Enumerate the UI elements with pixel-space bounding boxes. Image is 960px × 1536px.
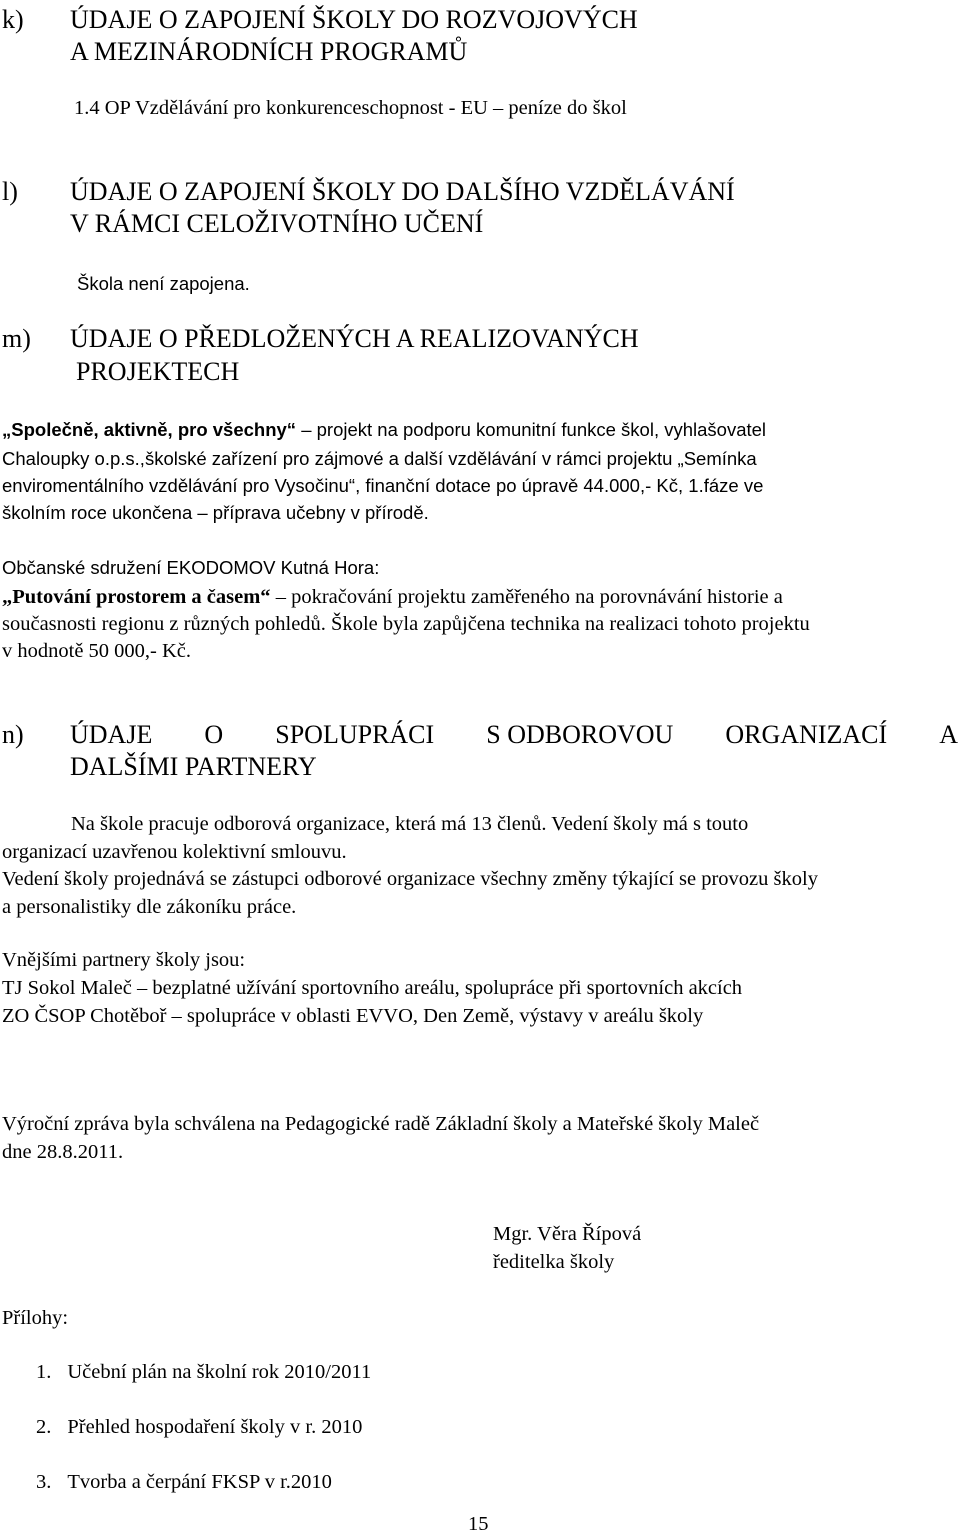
section-n-title-word: S ODBOROVOU: [486, 720, 674, 749]
attachment-text: Přehled hospodaření školy v r. 2010: [67, 1416, 363, 1438]
project2-line4: v hodnotě 50 000,- Kč.: [2, 640, 192, 662]
section-n-title-word: O: [204, 720, 224, 749]
union-text-line2: organizací uzavřenou kolektivní smlouvu.: [2, 841, 347, 863]
attachment-text: Učební plán na školní rok 2010/2011: [67, 1361, 372, 1383]
section-n-letter: n): [2, 720, 24, 749]
attachment-number: 2.: [36, 1416, 52, 1438]
project1-line3: enviromentálního vzdělávání pro Vysočinu“, finanční dotace po úpravě 44.000,- Kč, 1.fáze ve: [2, 475, 764, 496]
union-text-line1: Na škole pracuje odborová organizace, která má 13 členů. Vedení školy má s touto: [71, 813, 749, 835]
page-number: 15: [468, 1513, 489, 1535]
approval-line1: Výroční zpráva byla schválena na Pedagogické radě Základní školy a Mateřské školy Maleč: [2, 1113, 760, 1135]
section-k-title-line2: A MEZINÁRODNÍCH PROGRAMŮ: [70, 37, 468, 66]
section-m-title-line1: ÚDAJE O PŘEDLOŽENÝCH A REALIZOVANÝCH: [70, 324, 639, 353]
section-l-title-line2: V RÁMCI CELOŽIVOTNÍHO UČENÍ: [70, 209, 484, 238]
section-n-title-word: ÚDAJE: [70, 720, 153, 749]
project1-title: „Společně, aktivně, pro všechny“: [2, 419, 297, 440]
section-n-title-word: A: [939, 720, 958, 749]
union-text-line4: a personalistiky dle zákoníku práce.: [2, 896, 297, 918]
attachment-number: 1.: [36, 1361, 52, 1383]
section-k-item: 1.4 OP Vzdělávání pro konkurenceschopnost - EU – peníze do škol: [74, 97, 627, 119]
partner-item: ZO ČSOP Chotěboř – spolupráce v oblasti EVVO, Den Země, výstavy v areálu školy: [2, 1005, 704, 1027]
project1-line2: Chaloupky o.p.s.,školské zařízení pro zájmové a další vzdělávání v rámci projektu „Semínka: [2, 448, 757, 469]
project2-desc: – pokračování projektu zaměřeného na porovnávání historie a: [270, 586, 783, 608]
project1-line4: školním roce ukončena – příprava učebny v přírodě.: [2, 502, 429, 523]
project2-org: Občanské sdružení EKODOMOV Kutná Hora:: [2, 557, 380, 578]
signature-role: ředitelka školy: [493, 1251, 615, 1273]
section-m-title-line2: PROJEKTECH: [76, 357, 240, 386]
section-k-letter: k): [2, 5, 24, 34]
attachment-item: [36, 1360, 371, 1384]
section-n-title-word: ORGANIZACÍ: [725, 720, 888, 749]
partners-label: Vnějšími partnery školy jsou:: [2, 949, 246, 971]
signature-name: Mgr. Věra Řípová: [493, 1223, 642, 1245]
partner-item: TJ Sokol Maleč – bezplatné užívání sportovního areálu, spolupráce při sportovních akcích: [2, 977, 743, 999]
section-m-letter: m): [2, 324, 31, 353]
section-l-title-line1: ÚDAJE O ZAPOJENÍ ŠKOLY DO DALŠÍHO VZDĚLÁVÁNÍ: [70, 177, 735, 206]
project1-desc: – projekt na podporu komunitní funkce škol, vyhlašovatel: [296, 419, 767, 440]
attachment-item: [36, 1470, 332, 1494]
attachment-number: 3.: [36, 1471, 52, 1493]
section-k-title-line1: ÚDAJE O ZAPOJENÍ ŠKOLY DO ROZVOJOVÝCH: [70, 5, 638, 34]
attachment-text: Tvorba a čerpání FKSP v r.2010: [67, 1471, 332, 1493]
attachments-label: Přílohy:: [2, 1307, 69, 1329]
project1-line1: [2, 418, 766, 442]
project2-line3: současnosti regionu z různých pohledů. Škole byla zapůjčena technika na realizaci tohoto projektu: [2, 613, 810, 635]
union-text-line3: Vedení školy projednává se zástupci odborové organizace všechny změny týkající se provozu školy: [2, 868, 818, 890]
section-l-text: Škola není zapojena.: [77, 273, 250, 294]
section-n-title-word: SPOLUPRÁCI: [275, 720, 435, 749]
project2-title: „Putování prostorem a časem“: [2, 586, 271, 608]
section-n-title-line1: [70, 720, 958, 750]
approval-date: dne 28.8.2011.: [2, 1141, 124, 1163]
project2-line2: [2, 585, 783, 609]
attachment-item: [36, 1415, 362, 1439]
section-l-letter: l): [2, 177, 18, 206]
section-n-title-line2: DALŠÍMI PARTNERY: [70, 752, 317, 781]
